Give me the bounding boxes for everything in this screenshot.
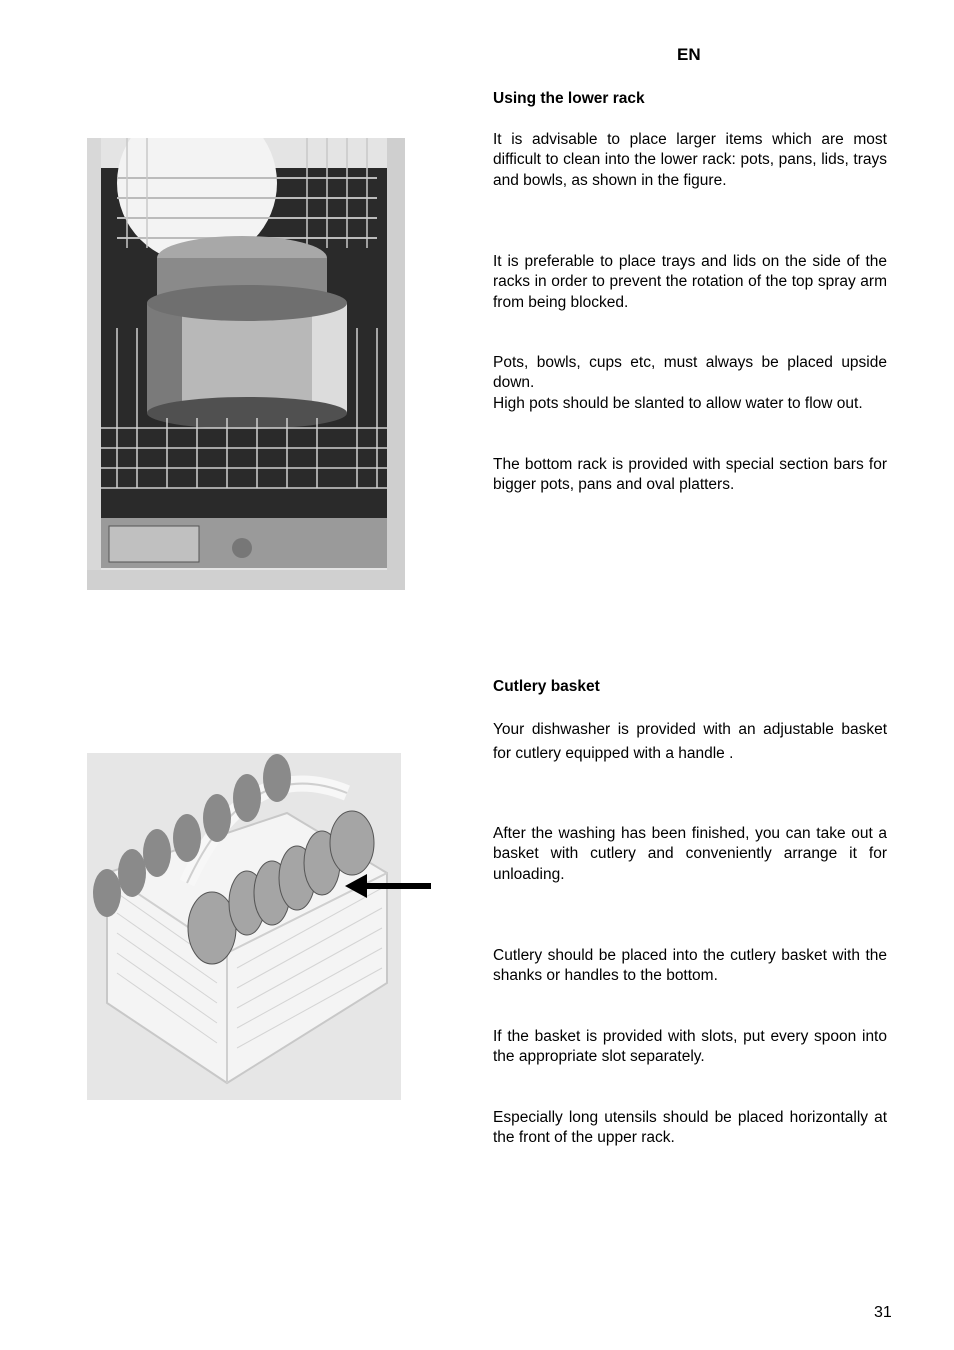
- cutlery-paragraph: After the washing has been finished, you can take out a basket with cutlery and conveniently arrange it for unloading.: [493, 825, 887, 883]
- cutlery-paragraph: Your dishwasher is provided with an adjustable basket for cutlery equipped with a handle .: [493, 721, 887, 762]
- lower-rack-paragraph: It is advisable to place larger items which are most difficult to clean into the lower rack: pots, pans, lids, trays and bowls, as shown in the figure.: [493, 131, 887, 189]
- page-number: 31: [874, 1304, 892, 1321]
- lower-rack-heading: Using the lower rack: [493, 90, 645, 107]
- lower-rack-paragraph: Pots, bowls, cups etc, must always be placed upside down.: [493, 354, 887, 392]
- cutlery-paragraph: If the basket is provided with slots, put every spoon into the appropriate slot separately.: [493, 1028, 887, 1066]
- lower-rack-paragraph: It is preferable to place trays and lids on the side of the racks in order to prevent the rotation of the top spray arm from being blocked.: [493, 253, 887, 311]
- cutlery-paragraph: Especially long utensils should be placed horizontally at the front of the upper rack.: [493, 1109, 887, 1147]
- lower-rack-photo: [87, 138, 405, 590]
- cutlery-basket-photo: [87, 753, 401, 1100]
- cutlery-paragraph: Cutlery should be placed into the cutlery basket with the shanks or handles to the bottom.: [493, 947, 887, 985]
- arrow-left-icon: [345, 870, 431, 902]
- language-code: EN: [677, 45, 701, 64]
- cutlery-heading: Cutlery basket: [493, 678, 600, 695]
- lower-rack-paragraph: The bottom rack is provided with special section bars for bigger pots, pans and oval platters.: [493, 456, 887, 494]
- lower-rack-paragraph: High pots should be slanted to allow water to flow out.: [493, 395, 863, 412]
